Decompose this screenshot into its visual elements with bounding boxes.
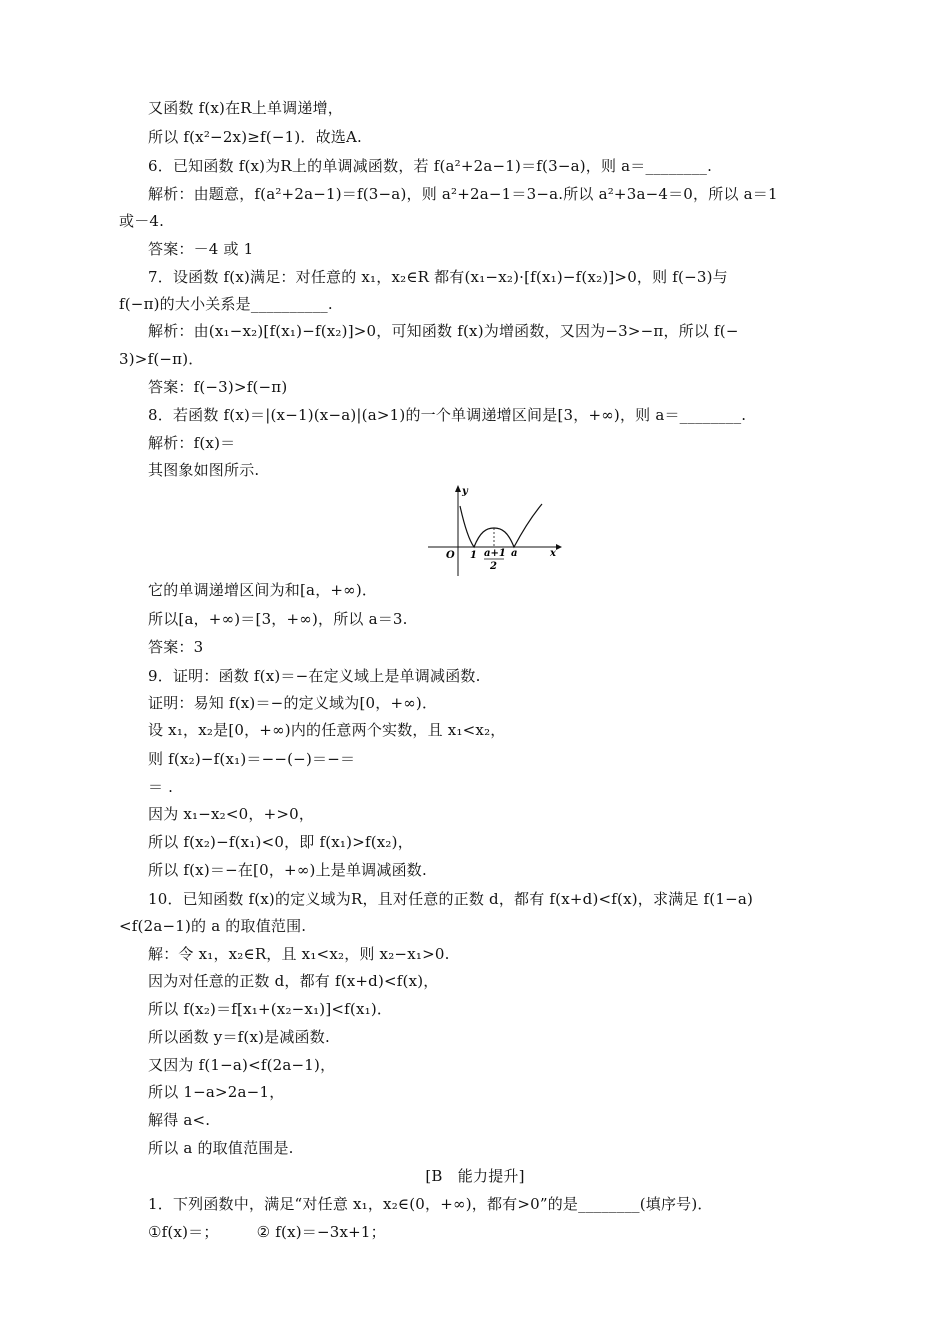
question-9: 9．证明：函数 f(x)＝−在定义域上是单调减函数. xyxy=(148,667,481,685)
text-line: 它的单调递增区间为和[a，+∞)． xyxy=(148,581,378,599)
tick-label-1: 1 xyxy=(470,550,477,561)
text-line: ＝ . xyxy=(148,778,174,796)
text-line: 解得 a<. xyxy=(148,1111,211,1129)
section-heading: [B 能力提升] xyxy=(425,1167,525,1185)
text-line: 或－4. xyxy=(119,212,165,230)
y-axis-label: y xyxy=(462,486,468,497)
question-7: 7．设函数 f(x)满足：对任意的 x₁，x₂∈R 都有(x₁−x₂)·[f(x₁)−f(x₂)]>0，则 f(−3)与 xyxy=(148,268,728,286)
origin-label: O xyxy=(446,550,455,561)
text-line: 所以 a 的取值范围是. xyxy=(148,1139,294,1157)
text-line: 又因为 f(1−a)<f(2a−1)， xyxy=(148,1056,336,1074)
text-line: 3)>f(−π)． xyxy=(119,350,204,368)
question-10: 10．已知函数 f(x)的定义域为R，且对任意的正数 d，都有 f(x+d)<f(x)，求满足 f(1−a) xyxy=(148,890,754,908)
answer-line: 答案：3 xyxy=(148,638,204,656)
text-line: 解：令 x₁，x₂∈R，且 x₁<x₂，则 x₂−x₁>0. xyxy=(148,945,450,963)
text-line: <f(2a−1)的 a 的取值范围. xyxy=(119,917,307,935)
tick-label-midpoint-numerator: a+1 xyxy=(484,548,506,559)
text-line: 所以 f(x₂)＝f[x₁+(x₂−x₁)]<f(x₁)． xyxy=(148,1000,393,1018)
tick-label-a: a xyxy=(511,548,518,559)
tick-label-midpoint-denominator: 2 xyxy=(490,561,497,572)
text-line: 因为对任意的正数 d，都有 f(x+d)<f(x)， xyxy=(148,972,439,990)
text-line: 所以 f(x₂)−f(x₁)<0，即 f(x₁)>f(x₂)， xyxy=(148,833,413,851)
function-graph xyxy=(424,480,564,576)
text-line: 所以 f(x²−2x)≥f(−1)．故选A. xyxy=(148,128,363,146)
text-line: 解析：f(x)＝ xyxy=(148,434,236,452)
question-6: 6．已知函数 f(x)为R上的单调减函数，若 f(a²+2a−1)＝f(3−a)，则 a＝________. xyxy=(148,157,713,175)
text-line: 又函数 f(x)在R上单调递增， xyxy=(148,99,343,117)
text-line: 解析：由(x₁−x₂)[f(x₁)−f(x₂)]>0，可知函数 f(x)为增函数，又因为−3>−π，所以 f(− xyxy=(148,322,739,340)
text-line: 因为 x₁−x₂<0，+>0， xyxy=(148,805,315,823)
question-8: 8．若函数 f(x)＝|(x−1)(x−a)|(a>1)的一个单调递增区间是[3，+∞)，则 a＝________. xyxy=(148,406,747,424)
options-line: ①f(x)＝； ② f(x)＝−3x+1； xyxy=(148,1223,386,1241)
text-line: 证明：易知 f(x)＝−的定义域为[0，+∞)． xyxy=(148,694,438,712)
text-line: 所以 1−a>2a−1， xyxy=(148,1083,285,1101)
text-line: 所以[a，+∞)＝[3，+∞)，所以 a＝3. xyxy=(148,610,408,628)
text-line: 所以函数 y＝f(x)是减函数. xyxy=(148,1028,330,1046)
text-line: 所以 f(x)＝−在[0，+∞)上是单调减函数. xyxy=(148,861,427,879)
answer-line: 答案：－4 或 1 xyxy=(148,240,254,258)
answer-line: 答案：f(−3)>f(−π) xyxy=(148,378,288,396)
text-line: f(−π)的大小关系是__________. xyxy=(119,295,333,313)
text-line: 其图象如图所示. xyxy=(148,461,260,479)
question-b1: 1．下列函数中，满足“对任意 x₁，x₂∈(0，+∞)，都有>0”的是________(填序号)． xyxy=(148,1195,713,1213)
text-line: 则 f(x₂)−f(x₁)＝−−(−)＝−＝ xyxy=(148,750,356,768)
text-line: 设 x₁，x₂是[0，+∞)内的任意两个实数，且 x₁<x₂， xyxy=(148,721,506,739)
x-axis-label: x xyxy=(550,548,556,559)
text-line: 解析：由题意，f(a²+2a−1)＝f(3−a)，则 a²+2a−1＝3−a.所以 a²+3a−4＝0，所以 a＝1 xyxy=(148,185,778,203)
